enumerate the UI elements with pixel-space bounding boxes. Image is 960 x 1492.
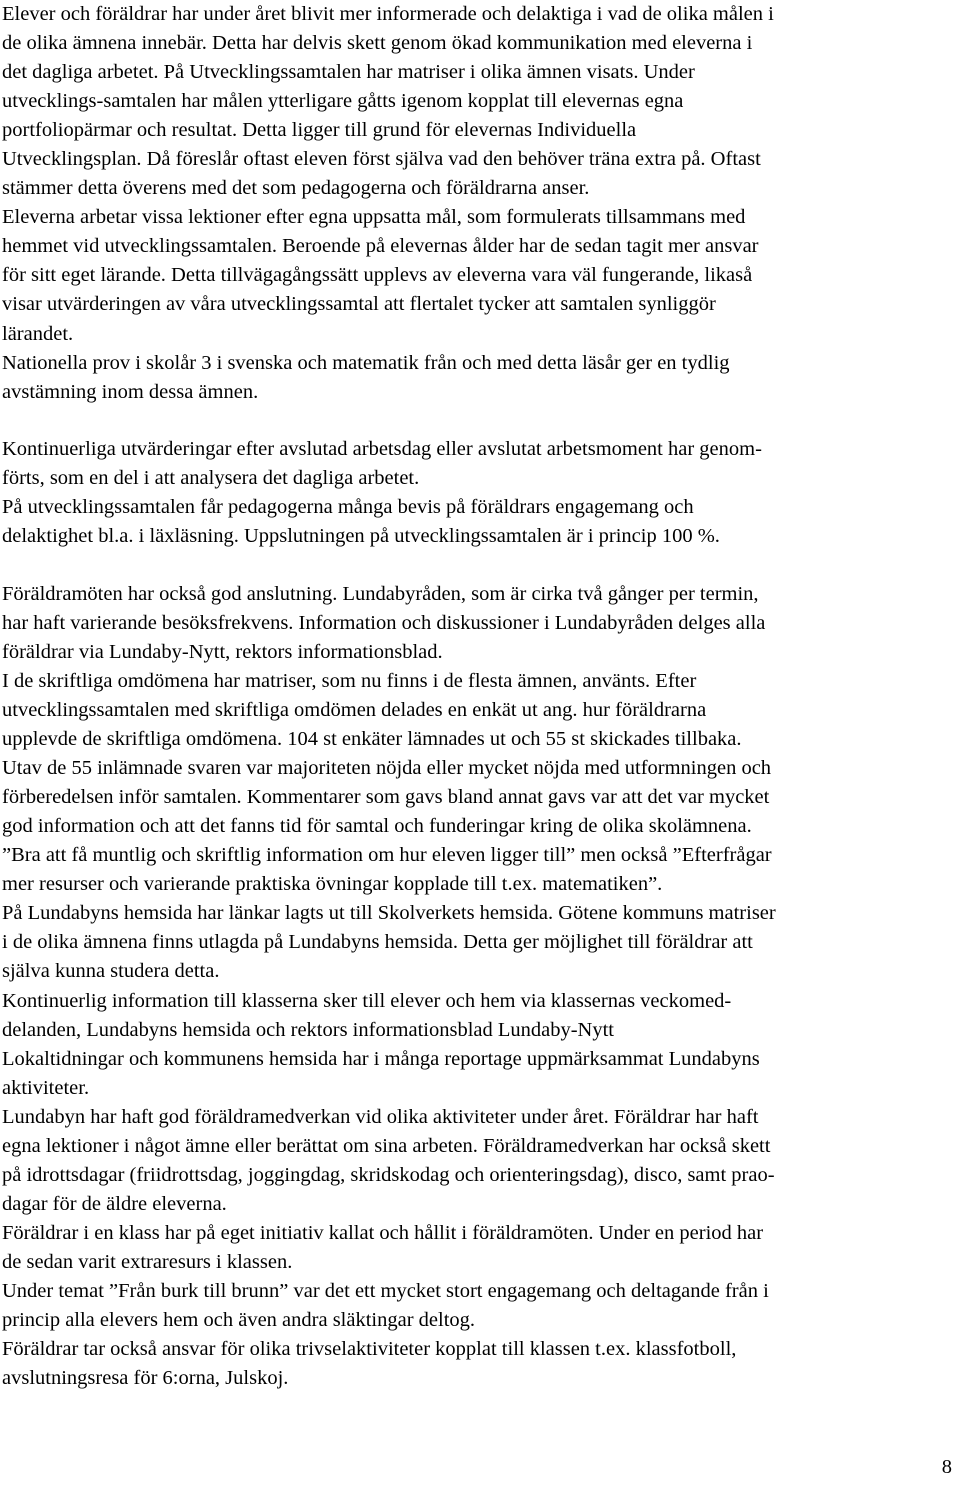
text-line: föräldrar via Lundaby-Nytt, rektors informationsblad. <box>2 640 443 663</box>
text-line: Föräldrar tar också ansvar för olika trivselaktiviteter kopplat till klassen t.ex. klassfotboll, <box>2 1338 737 1361</box>
text-line: det dagliga arbetet. På Utvecklingssamtalen har matriser i olika ämnen visats. Under <box>2 61 695 84</box>
text-line: delanden, Lundabyns hemsida och rektors informationsblad Lundaby-Nytt <box>2 1018 615 1041</box>
text-line: egna lektioner i något ämne eller berättat om sina arbeten. Föräldramedverkan har också skett <box>2 1134 771 1157</box>
text-line: utvecklings-samtalen har målen ytterligare gåtts igenom kopplat till elevernas egna <box>2 90 684 113</box>
text-line: i de olika ämnena finns utlagda på Lundabyns hemsida. Detta ger möjlighet till föräldrar att <box>2 931 753 954</box>
text-line: utvecklingssamtalen med skriftliga omdömen delades en enkät ut ang. hur föräldrarna <box>2 699 707 722</box>
text-line: delaktighet bl.a. i läxläsning. Uppslutningen på utvecklingssamtalen är i princip 100 %. <box>2 525 720 548</box>
paragraph-gap <box>2 407 958 436</box>
text-line: Kontinuerlig information till klasserna sker till elever och hem via klassernas veckomed- <box>2 989 732 1012</box>
text-line: Lokaltidningar och kommunens hemsida har i många reportage uppmärksammat Lundabyns <box>2 1047 760 1070</box>
paragraph-gap <box>2 551 958 580</box>
text-line: aktiviteter. <box>2 1076 90 1099</box>
text-line: visar utvärderingen av våra utvecklingssamtal att flertalet tycker att samtalen synliggör <box>2 293 716 316</box>
text-line: förts, som en del i att analysera det dagliga arbetet. <box>2 467 420 490</box>
text-line: förberedelsen inför samtalen. Kommentarer som gavs bland annat gavs var att det var mycket <box>2 786 770 809</box>
text-line: på idrottsdagar (friidrottsdag, joggingdag, skridskodag och orienteringsdag), disco, samt prao- <box>2 1163 775 1186</box>
text-line: för sitt eget lärande. Detta tillvägagångssätt upplevs av eleverna vara väl fungerande, likaså <box>2 264 753 287</box>
text-line: princip alla elevers hem och även andra släktingar deltog. <box>2 1309 476 1332</box>
text-line: Under temat ”Från burk till brunn” var det ett mycket stort engagemang och deltagande från i <box>2 1279 769 1302</box>
text-line: Kontinuerliga utvärderingar efter avslutad arbetsdag eller avslutat arbetsmoment har genom- <box>2 438 762 461</box>
text-line: dagar för de äldre eleverna. <box>2 1192 227 1215</box>
text-line: Elever och föräldrar har under året blivit mer informerade och delaktiga i vad de olika målen i <box>2 3 774 25</box>
text-line: Eleverna arbetar vissa lektioner efter egna uppsatta mål, som formulerats tillsammans med <box>2 206 746 229</box>
text-line: Lundabyn har haft god föräldramedverkan vid olika aktiviteter under året. Föräldrar har haft <box>2 1105 759 1128</box>
paragraph <box>2 0 958 407</box>
page-number: 8 <box>941 1456 952 1478</box>
text-line: själva kunna studera detta. <box>2 960 220 983</box>
text-line: de olika ämnena innebär. Detta har delvis skett genom ökad kommunikation med eleverna i <box>2 32 753 55</box>
text-line: På Lundabyns hemsida har länkar lagts ut till Skolverkets hemsida. Götene kommuns matriser <box>2 902 776 925</box>
text-line: I de skriftliga omdömena har matriser, som nu finns i de flesta ämnen, använts. Efter <box>2 669 697 692</box>
text-line: stämmer detta överens med det som pedagogerna och föräldrarna anser. <box>2 177 590 200</box>
text-line: På utvecklingssamtalen får pedagogerna många bevis på föräldrars engagemang och <box>2 496 694 519</box>
text-line: portfoliopärmar och resultat. Detta ligger till grund för elevernas Individuella <box>2 119 637 142</box>
text-line: mer resurser och varierande praktiska övningar kopplade till t.ex. matematiken”. <box>2 873 663 896</box>
paragraph <box>2 435 958 551</box>
text-blocks <box>2 0 958 1393</box>
paragraph <box>2 580 958 1393</box>
text-line: lärandet. <box>2 322 74 345</box>
text-line: avslutningsresa för 6:orna, Julskoj. <box>2 1367 289 1390</box>
text-line: Utvecklingsplan. Då föreslår oftast eleven först själva vad den behöver träna extra på. Oftast <box>2 148 761 171</box>
document-body <box>2 0 958 1393</box>
text-line: upplevde de skriftliga omdömena. 104 st enkäter lämnades ut och 55 st skickades tillbaka. <box>2 728 742 751</box>
text-line: Utav de 55 inlämnade svaren var majoriteten nöjda eller mycket nöjda med utformningen och <box>2 757 772 780</box>
text-line: ”Bra att få muntlig och skriftlig information om hur eleven ligger till” men också ”Efterfrågar <box>2 844 772 867</box>
text-line: Nationella prov i skolår 3 i svenska och matematik från och med detta läsår ger en tydlig <box>2 351 730 374</box>
text-line: de sedan varit extraresurs i klassen. <box>2 1250 293 1273</box>
text-line: god information och att det fanns tid för samtal och funderingar kring de olika skolämnena. <box>2 815 752 838</box>
text-line: hemmet vid utvecklingssamtalen. Beroende på elevernas ålder har de sedan tagit mer ansvar <box>2 235 759 258</box>
text-line: Föräldrar i en klass har på eget initiativ kallat och hållit i föräldramöten. Under en period har <box>2 1221 764 1244</box>
text-line: Föräldramöten har också god anslutning. Lundabyråden, som är cirka två gånger per termin, <box>2 582 759 605</box>
text-line: har haft varierande besöksfrekvens. Information och diskussioner i Lundabyråden delges alla <box>2 611 766 634</box>
text-line: avstämning inom dessa ämnen. <box>2 380 259 403</box>
